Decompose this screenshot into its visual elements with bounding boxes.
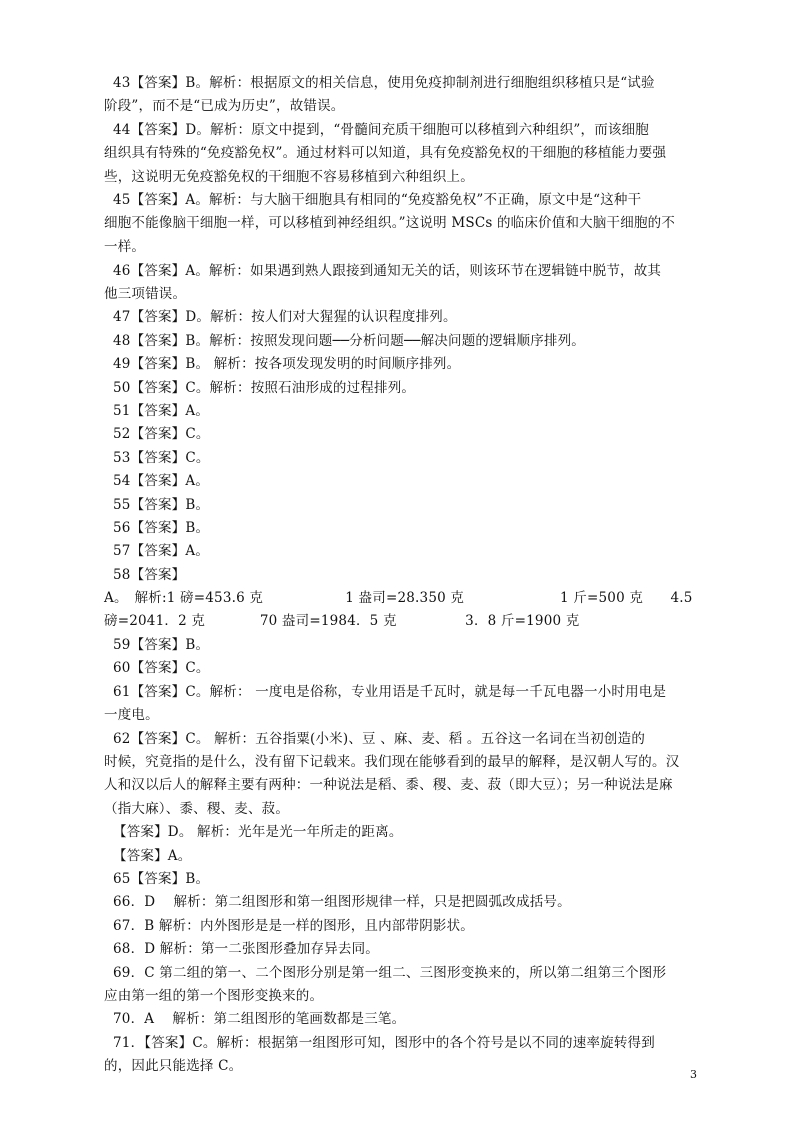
text-line-51: 51【答案】A。 <box>113 403 210 419</box>
text-line-71b: 的，因此只能选择 C。 <box>104 1058 243 1074</box>
text-line-46b: 他三项错误。 <box>104 286 187 302</box>
text-line-43a: 43【答案】B。解析：根据原文的相关信息，使用免疫抑制剂进行细胞组织移植只是“试验 <box>113 75 655 91</box>
text-line-45c: 一样。 <box>104 239 146 255</box>
text-line-47: 47【答案】D。解析：按人们对大猩猩的认识程度排列。 <box>113 309 457 325</box>
text-line-62b: 时候，究竟指的是什么，没有留下记载来。我们现在能够看到的最早的解释，是汉朝人写的。汉 <box>104 754 680 770</box>
text-line-66: 66．D 解析：第二组图形和第一组图形规律一样，只是把圆弧改成括号。 <box>113 894 571 910</box>
text-line-60: 60【答案】C。 <box>113 660 210 676</box>
text-line-56: 56【答案】B。 <box>113 520 210 536</box>
text-line-49: 49【答案】B。 解析：按各项发现发明的时间顺序排列。 <box>113 356 461 372</box>
text-line-52: 52【答案】C。 <box>113 426 210 442</box>
text-line-58: 58【答案】 <box>113 567 186 583</box>
text-line-71a: 71．【答案】C。解析：根据第一组图形可知，图形中的各个符号是以不同的速率旋转得到 <box>113 1035 655 1051</box>
text-line-61a: 61【答案】C。解析： 一度电是俗称，专业用语是千瓦时，就是每一千瓦电器一小时用电是 <box>113 684 667 700</box>
text-line-67: 67．B 解析：内外图形是是一样的图形，且内部带阴影状。 <box>113 918 474 934</box>
text-line-62a: 62【答案】C。 解析：五谷指粟(小米)、豆 、麻、麦、稻 。五谷这一名词在当初创造的 <box>113 731 646 747</box>
text-line-43b: 阶段”，而不是“已成为历史”，故错误。 <box>104 98 345 114</box>
text-line-61b: 一度电。 <box>104 707 159 723</box>
text-line-62d: （指大麻）、黍、稷、麦、菽。 <box>104 801 290 817</box>
page-number: 3 <box>690 1068 697 1081</box>
text-line-69a: 69．C 第二组的第一、二个图形分别是第一组二、三图形变换来的，所以第二组第三个图形 <box>113 965 667 981</box>
text-line-45a: 45【答案】A。解析：与大脑干细胞具有相同的“免疫豁免权”不正确，原文中是“这种干 <box>113 192 642 208</box>
text-line-46a: 46【答案】A。解析：如果遇到熟人跟接到通知无关的话，则该环节在逻辑链中脱节，故其 <box>113 263 662 279</box>
text-line-44c: 些，这说明无免疫豁免权的干细胞不容易移植到六种组织上。 <box>104 169 474 185</box>
text-line-64: 【答案】A。 <box>113 848 192 864</box>
text-line-68: 68．D 解析：第一二张图形叠加存异去同。 <box>113 941 379 957</box>
text-line-44a: 44【答案】D。解析：原文中提到，“骨髓间充质干细胞可以移植到六种组织”，而该细胞 <box>113 122 650 138</box>
text-line-62c: 人和汉以后人的解释主要有两种：一种说法是稻、黍、稷、麦、菽（即大豆）；另一种说法是麻 <box>104 777 673 793</box>
text-line-58-conv-a: A。 解析:1 磅=453.6 克 1 盎司=28.350 克 1 斤=500 克 4.5 <box>104 590 693 606</box>
text-line-65: 65【答案】B。 <box>113 871 210 887</box>
text-line-69b: 应由第一组的第一个图形变换来的。 <box>104 988 324 1004</box>
text-line-54: 54【答案】A。 <box>113 473 210 489</box>
text-line-57: 57【答案】A。 <box>113 543 210 559</box>
text-line-50: 50【答案】C。解析：按照石油形成的过程排列。 <box>113 380 416 396</box>
text-line-70: 70．A 解析：第二组图形的笔画数都是三笔。 <box>113 1011 406 1027</box>
text-line-63: 【答案】D。 解析：光年是光一年所走的距离。 <box>113 824 403 840</box>
text-line-48: 48【答案】B。解析：按照发现问题──分析问题──解决问题的逻辑顺序排列。 <box>113 333 586 349</box>
text-line-53: 53【答案】C。 <box>113 450 210 466</box>
text-line-44b: 组织具有特殊的“免疫豁免权”。通过材料可以知道，具有免疫豁免权的干细胞的移植能力要强 <box>104 145 667 161</box>
text-line-59: 59【答案】B。 <box>113 637 210 653</box>
text-line-58-conv-b: 磅=2041．2 克 70 盎司=1984．5 克 3．8 斤=1900 克 <box>104 613 580 629</box>
text-line-45b: 细胞不能像脑干细胞一样，可以移植到神经组织。”这说明 MSCs 的临床价值和大脑干细胞的不 <box>104 215 676 231</box>
text-line-55: 55【答案】B。 <box>113 497 210 513</box>
